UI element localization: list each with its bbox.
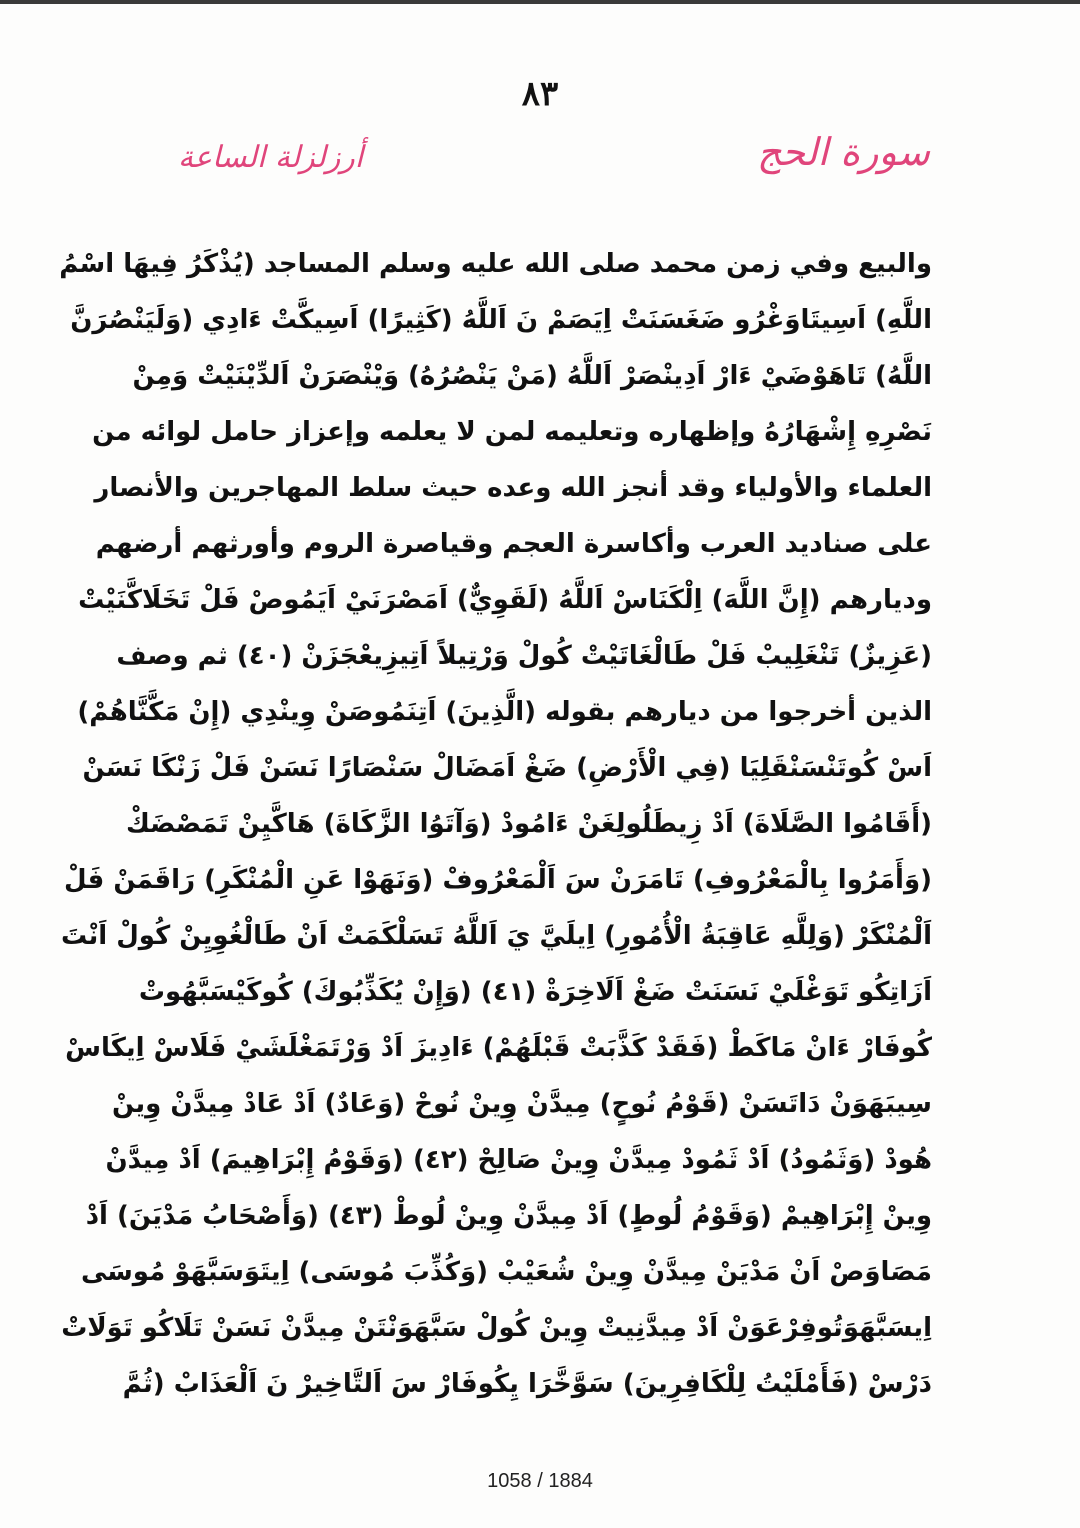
text-line: اَزَاتِكُو تَوَغْلَيْ نَسَنَتْ ضَغْ اَلَاخِرَةْ (٤١) (وَإِنْ يُكَذِّبُوكَ) كُوكَيْسَبَّهُوتْ xyxy=(138,977,932,1007)
text-line: دَرْسْ (فَأَمْلَيْتُ لِلْكَافِرِينَ) سَوَّخَّرَا يِكُوفَارْ سَ اَلتَّاخِيرْ نَ اَلْعَذَابْ (ثُمَّ xyxy=(122,1369,932,1399)
text-line: (عَزِيزٌ) تَنْغَلِيبْ فَلْ طَالْغَاتَيْتْ كُولْ وَرْتِيلاً اَتِيزِيعْجَزَنْ (٤٠) ثم وصف xyxy=(116,641,932,671)
text-line: (أَقَامُوا الصَّلَاةَ) اَدْ زِيطَلُولِغَنْ ءَامُودْ (وَآتَوُا الزَّكَاةَ) هَاكَّيِنْ تَمَصْضَكْ xyxy=(125,809,932,839)
surah-title-header: سورة الحج xyxy=(756,130,930,174)
text-line: اِيسَبَّهَوَتُوفِرْعَوَنْ اَدْ مِيدَّنِيتْ وِينْ كُولْ سَبَّهَوَنْتَنْ مِيدَّنْ نَسَنْ تَلَاكُو تَوَلَاتْ xyxy=(61,1313,932,1343)
section-title-header: أرزلزلة الساعة xyxy=(178,140,364,175)
text-line: العلماء والأولياء وقد أنجز الله وعده حيث سلط المهاجرين والأنصار xyxy=(94,473,932,503)
text-line: كُوفَارْ ءَانْ مَاكَطْ (فَقَدْ كَذَّبَتْ قَبْلَهُمْ) ءَادِيزَ اَدْ وَرْتَمَغْلَشَيْ فَلَاسْ اِيكَاسْ xyxy=(65,1033,932,1063)
text-line: الذين أخرجوا من ديارهم بقوله (الَّذِينَ) اَتِنَمُوصَنْ وِينْدِي (إِنْ مَكَّنَّاهُمْ) xyxy=(77,697,932,727)
text-line: وِينْ إِبْرَاهِيمْ (وَقَوْمُ لُوطٍ) اَدْ مِيدَّنْ وِينْ لُوطْ (٤٣) (وَأَصْحَابُ مَدْيَنَ) اَدْ xyxy=(85,1201,932,1231)
text-line: نَصْرِهِ إِشْهَارُهُ وإظهاره وتعليمه لمن لا يعلمه وإعزاز حامل لوائه من xyxy=(92,417,932,447)
text-line: (وَأَمَرُوا بِالْمَعْرُوفِ) تَامَرَنْ سَ اَلْمَعْرُوفْ (وَنَهَوْا عَنِ الْمُنْكَرِ) رَاقَمَنْ فَلْ xyxy=(64,865,932,895)
body-text xyxy=(59,236,932,1412)
page-number: ٨٣ xyxy=(521,74,559,114)
text-line: اللَّهِ) اَسِيتَاوَغْرُو ضَغَسَنَتْ اِيَصَمْ نَ اَللَّهُ (كَثِيرًا) اَسِيكَّتْ ءَادِي (وَلَيَنْصُرَنَّ xyxy=(70,305,932,335)
text-line: سِيبَهَوَنْ دَاتَسَنْ (قَوْمُ نُوحٍ) مِيدَّنْ وِينْ نُوحْ (وَعَادٌ) اَدْ عَادْ مِيدَّنْ وِينْ xyxy=(111,1089,932,1119)
text-line: اَسْ كُوتَنْسَنْقَلِيَا (فِي الْأَرْضِ) ضَغْ اَمَضَالْ سَنْصَارًا نَسَنْ فَلْ زَنْكَا نَسَنْ xyxy=(82,753,932,783)
text-line: اللَّهُ) تَاهَوْضَيْ ءَارْ اَدِينْصَرْ اَللَّهُ (مَنْ يَنْصُرُهُ) وَيْنْصَرَنْ اَلدِّيْنَيْتْ وَمِنْ xyxy=(132,361,932,391)
text-line: والبيع وفي زمن محمد صلى الله عليه وسلم المساجد (يُذْكَرُ فِيهَا اسْمُ xyxy=(59,249,932,279)
text-line: مَصَاوَصْ اَنْ مَدْيَنْ مِيدَّنْ وِينْ شُعَيْبْ (وَكُذِّبَ مُوسَى) اِيتَوَسَبَّهَوْ مُوسَى xyxy=(80,1257,932,1287)
page-counter: 1058 / 1884 xyxy=(487,1470,593,1492)
text-line: على صناديد العرب وأكاسرة العجم وقياصرة الروم وأورثهم أرضهم xyxy=(95,529,932,559)
text-line: هُودْ (وَثَمُودُ) اَدْ ثَمُودْ مِيدَّنْ وِينْ صَالِحْ (٤٢) (وَقَوْمُ إِبْرَاهِيمَ) اَدْ مِيدَّنْ xyxy=(105,1145,932,1175)
top-border-rule xyxy=(0,0,1080,4)
text-line: وديارهم (إِنَّ اللَّهَ) اِلْكَنَاسْ اَللَّهُ (لَقَوِيٌّ) اَمَصْرَنَيْ اَيَمُوصْ فَلْ تَخَلَاكَّنَيْتْ xyxy=(78,585,932,615)
text-line: اَلْمُنْكَرْ (وَلِلَّهِ عَاقِبَةُ الْأُمُورِ) اِيلَيَّ يَ اَللَّهُ تَسَلْكَمَتْ اَنْ طَالْغُوِيِنْ كُولْ اَنْتَ xyxy=(60,921,932,951)
